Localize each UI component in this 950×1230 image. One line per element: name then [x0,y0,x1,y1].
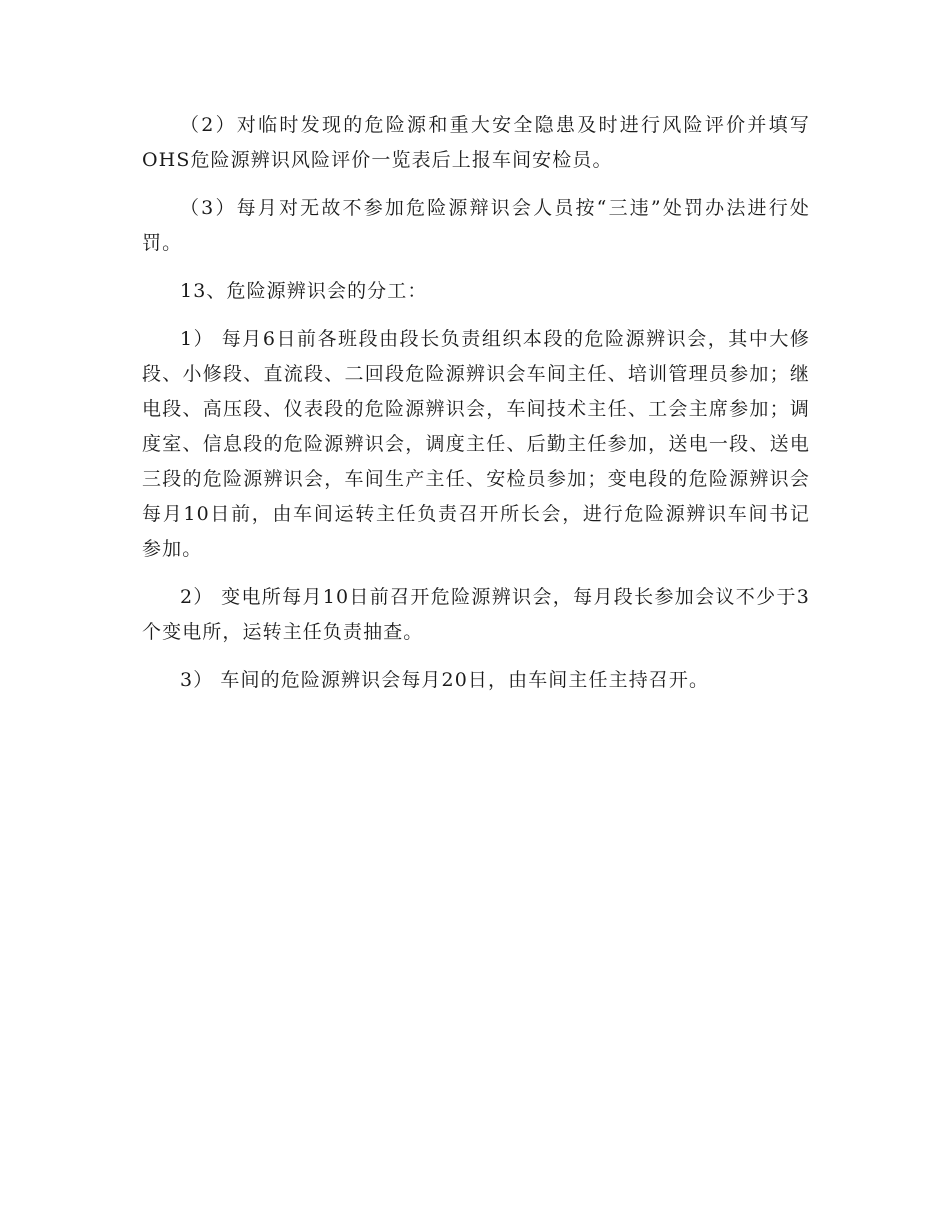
paragraph-division-3: 3） 车间的危险源辨识会每月20日，由车间主任主持召开。 [180,669,710,691]
paragraph-division-1: 1） 每月6日前各班段由段长负责组织本段的危险源辨识会，其中大修段、小修段、直流段、二回段危险源辨识会车间主任、培训管理员参加；继电段、高压段、仪表段的危险源辨识会，车间技术主任、工会主席参加；调度室、信息段的危险源辨识会，调度主任、后勤主任参加，送电一段、送电三段的危险源辨识会，车间生产主任、安检员参加；变电段的危险源辨识会每月10日前，由车间运转主任负责召开所长会，进行危险源辨识车间书记参加。 [142,328,810,560]
document-body [142,108,810,711]
section-heading-13: 13、危险源辨识会的分工： [180,280,428,302]
paragraph-item-3: （3）每月对无故不参加危险源辩识会人员按“三违”处罚办法进行处罚。 [142,197,810,254]
paragraph-division-2: 2） 变电所每月10日前召开危险源辨识会，每月段长参加会议不少于3个变电所，运转主任负责抽查。 [142,586,810,643]
paragraph-item-2: （2）对临时发现的危险源和重大安全隐患及时进行风险评价并填写OHS危险源辨识风险评价一览表后上报车间安检员。 [142,114,810,171]
